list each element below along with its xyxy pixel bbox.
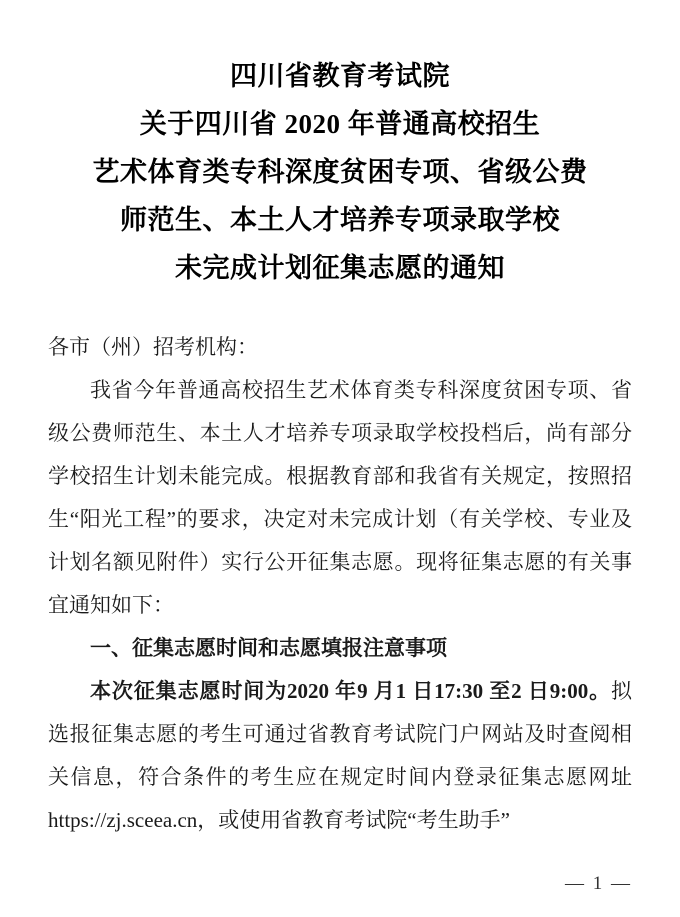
document-body [48,326,632,842]
section-heading-1: 一、征集志愿时间和志愿填报注意事项 [90,636,447,660]
title-line-2: 关于四川省 2020 年普通高校招生 [139,109,541,139]
collection-time-tail: ，或使用省教育考试院“考生助手” [197,808,510,832]
page-number: — 1 — [565,873,632,894]
collection-time-detail: 拟选报征集志愿的考生可通过省教育考试院门户网站及时查阅相关信息，符合条件的考生应在规定时间内登录征集志愿网址 [48,679,632,789]
paragraph-schedule [48,670,632,842]
title-line-4: 师范生、本土人才培养专项录取学校 [120,205,560,235]
page-title [48,52,632,292]
salutation: 各市（州）招考机构： [48,335,258,359]
collection-time-statement: 本次征集志愿时间为2020 年9 月1 日17:30 至2 日9:00。 [90,679,611,703]
collection-website-link[interactable]: https://zj.sceea.cn [48,808,198,832]
title-line-3: 艺术体育类专科深度贫困专项、省级公费 [92,157,588,187]
title-body-spacer [48,292,632,326]
paragraph-intro: 我省今年普通高校招生艺术体育类专科深度贫困专项、省级公费师范生、本土人才培养专项录取学校投档后，尚有部分学校招生计划未能完成。根据教育部和我省有关规定，按照招生“阳光工程”的要求，决定对未完成计划（有关学校、专业及计划名额见附件）实行公开征集志愿。现将征集志愿的有关事宜通知如下： [48,378,632,617]
title-line-5: 未完成计划征集志愿的通知 [175,253,505,283]
title-line-1: 四川省教育考试院 [230,61,450,91]
